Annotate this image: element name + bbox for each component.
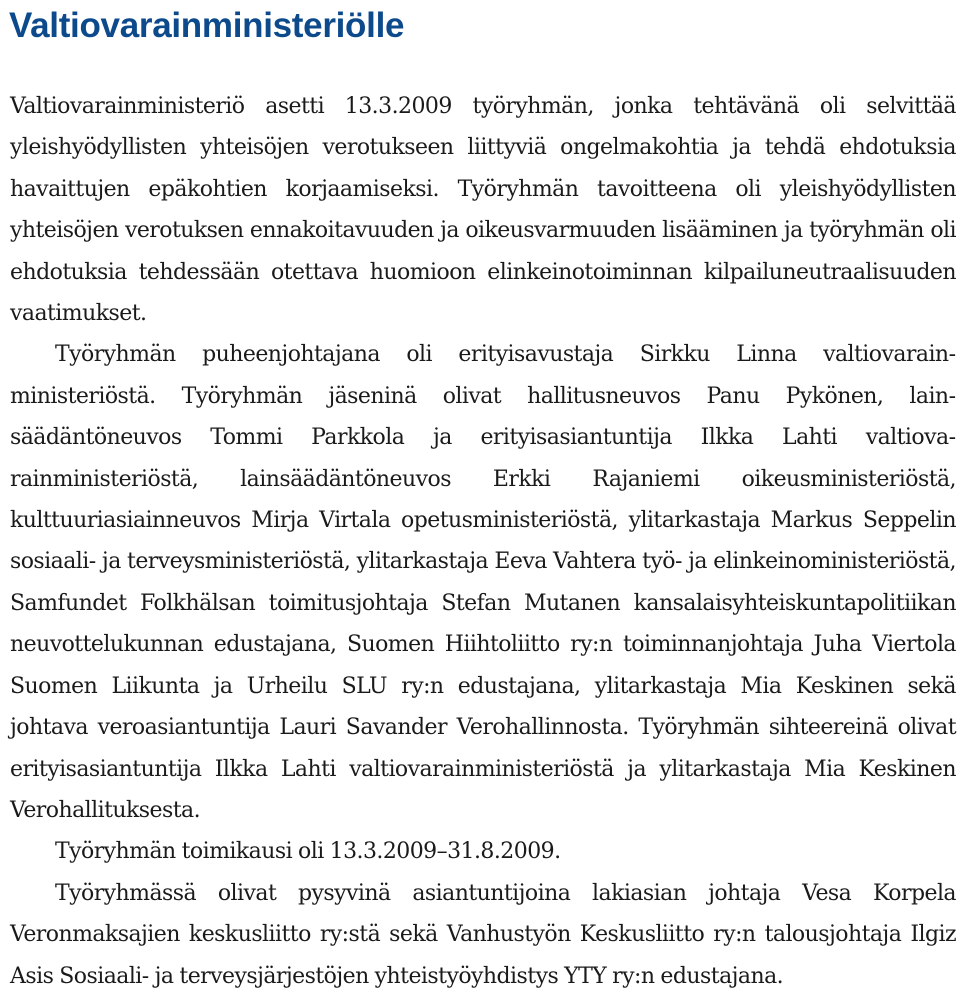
paragraph-experts: Työryhmässä olivat pysyvinä asiantuntijoina lakiasian johtaja Vesa Korpela Veronmaksajien keskusliitto ry:stä sekä Vanhustyön Keskusliitto ry:n talousjohtaja Ilgiz Asis Sosiaali- ja terveysjärjestöjen yhteistyöyhdistys YTY ry:n edustajana. [10, 880, 956, 989]
paragraph-term: Työryhmän toimikausi oli 13.3.2009–31.8.2009. [55, 839, 561, 865]
document-page [10, 0, 956, 997]
body-text [10, 86, 956, 997]
paragraph-assignment: Valtiovarainministeriö asetti 13.3.2009 työryhmän, jonka tehtävänä oli selvittää yleishyödyllisten yhteisöjen verotukseen liittyviä ongelmakohtia ja tehdä ehdotuksia havaittujen epäkohtien korjaamiseksi. Työryhmän tavoitteena oli yleishyödyllisten yhteisöjen verotuksen ennakoitavuuden ja oikeusvarmuuden lisääminen ja työryhmän oli ehdotuksia tehdessään otettava huomioon elinkeinotoiminnan kilpailuneutraalisuuden vaatimukset. [10, 94, 956, 327]
paragraph-members: Työryhmän puheenjohtajana oli erityisavustaja Sirkku Linna valtiovarainministeriöstä. Työryhmän jäseninä olivat hallitusneuvos Panu Pykönen, lainsäädäntöneuvos Tommi Parkkola ja erityisasiantuntija Ilkka Lahti valtiovarainministeriöstä, lainsäädäntöneuvos Erkki Rajaniemi oikeusministeriöstä, kulttuuriasiainneuvos Mirja Virtala opetusministeriöstä, ylitarkastaja Markus Seppelin sosiaali- ja terveysministeriöstä, ylitarkastaja Eeva Vahtera työ- ja elinkeinoministeriöstä, Samfundet Folkhälsan toimitusjohtaja Stefan Mutanen kansalaisyhteiskuntapolitiikan neuvottelukunnan edustajana, Suomen Hiihtoliitto ry:n toiminnanjohtaja Juha Viertola Suomen Liikunta ja Urheilu SLU ry:n edustajana, ylitarkastaja Mia Keskinen sekä johtava veroasiantuntija Lauri Savander Verohallinnosta. Työryhmän sihteereinä olivat erityisasiantuntija Ilkka Lahti valtiovarainministeriöstä ja ylitarkastaja Mia Keskinen Verohallituksesta. [10, 342, 956, 823]
page-title: Valtiovarainministeriölle [9, 6, 405, 45]
